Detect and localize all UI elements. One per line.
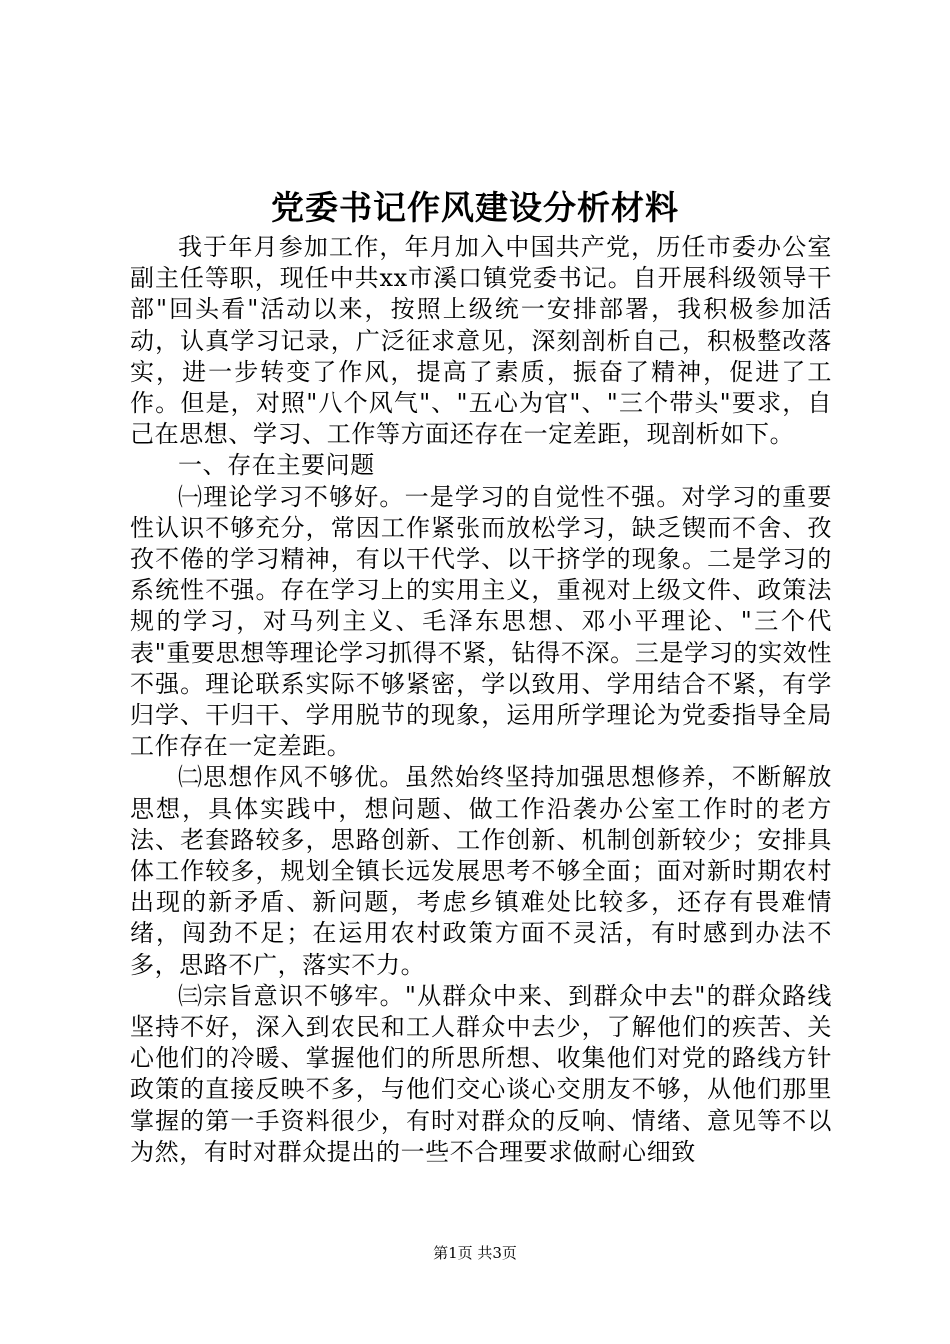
document-body — [130, 232, 832, 1168]
paragraph-thinking-style: ㈡思想作风不够优。虽然始终坚持加强思想修养，不断解放思想，具体实践中，想问题、做工作沿袭办公室工作时的老方法、老套路较多，思路创新、工作创新、机制创新较少；安排具体工作较多，规划全镇长远发展思考不够全面；面对新时期农村出现的新矛盾、新问题，考虑乡镇难处比较多，还存有畏难情绪，闯劲不足；在运用农村政策方面不灵活，有时感到办法不多，思路不广，落实不力。 — [130, 763, 832, 979]
section-heading-problems: 一、存在主要问题 — [178, 451, 375, 480]
paragraph-intro: 我于年月参加工作，年月加入中国共产党，历任市委办公室副主任等职，现任中共xx市溪口镇党委书记。自开展科级领导干部"回头看"活动以来，按照上级统一安排部署，我积极参加活动，认真学习记录，广泛征求意见，深刻剖析自己，积极整改落实，进一步转变了作风，提高了素质，振奋了精神，促进了工作。但是，对照"八个风气"、"五心为官"、"三个带头"要求，自己在思想、学习、工作等方面还存在一定差距，现剖析如下。 — [130, 233, 832, 449]
paragraph-purpose-awareness: ㈢宗旨意识不够牢。"从群众中来、到群众中去"的群众路线坚持不好，深入到农民和工人群众中去少，了解他们的疾苦、关心他们的冷暖、掌握他们的所思所想、收集他们对党的路线方针政策的直接反映不多，与他们交心谈心交朋友不够，从他们那里掌握的第一手资料很少，有时对群众的反响、情绪、意见等不以为然，有时对群众提出的一些不合理要求做耐心细致 — [130, 981, 832, 1166]
page-footer: 第1页 共3页 — [433, 1244, 517, 1262]
paragraph-theory-study: ㈠理论学习不够好。一是学习的自觉性不强。对学习的重要性认识不够充分，常因工作紧张而放松学习，缺乏锲而不舍、孜孜不倦的学习精神，有以干代学、以干挤学的现象。二是学习的系统性不强。存在学习上的实用主义，重视对上级文件、政策法规的学习，对马列主义、毛泽东思想、邓小平理论、"三个代表"重要思想等理论学习抓得不紧，钻得不深。三是学习的实效性不强。理论联系实际不够紧密，学以致用、学用结合不紧，有学归学、干归干、学用脱节的现象，运用所学理论为党委指导全局工作存在一定差距。 — [130, 482, 832, 761]
document-title: 党委书记作风建设分析材料 — [271, 188, 679, 227]
